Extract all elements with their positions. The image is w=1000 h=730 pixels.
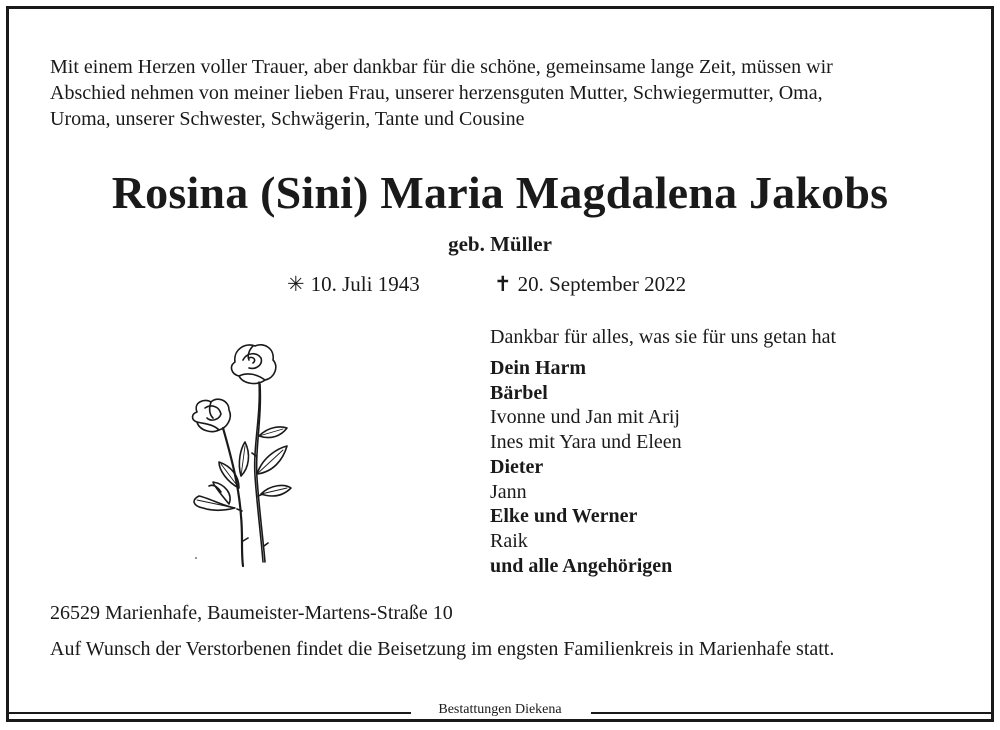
signer-name: Ivonne und Jan mit Arij xyxy=(490,406,680,429)
signer-name: Elke und Werner xyxy=(490,505,638,528)
intro-line: Abschied nehmen von meiner lieben Frau, unserer herzensguten Mutter, Schwiegermutter, Oma, xyxy=(50,82,823,104)
death-date-line xyxy=(494,272,686,297)
signer-name: Dieter xyxy=(490,455,544,478)
signer-name: Raik xyxy=(490,529,528,552)
signer-name: und alle Angehörigen xyxy=(490,554,673,577)
address: 26529 Marienhafe, Baumeister-Martens-Straße 10 xyxy=(50,602,453,624)
signer-name: Jann xyxy=(490,480,527,503)
death-date: 20. September 2022 xyxy=(517,272,687,296)
signers-list xyxy=(490,356,682,578)
signer-name: Dein Harm xyxy=(490,357,587,379)
birth-date-line xyxy=(287,272,420,297)
intro-text xyxy=(50,54,950,132)
birth-name: geb. Müller xyxy=(448,232,552,256)
funeral-home-credit: Bestattungen Diekena xyxy=(438,702,562,717)
burial-notice: Auf Wunsch der Verstorbenen findet die Beisetzung im engsten Familienkreis in Marienhafe statt. xyxy=(50,638,835,660)
signer-name: Bärbel xyxy=(490,381,548,404)
signer-name: Ines mit Yara und Eleen xyxy=(490,431,682,454)
intro-line: Uroma, unserer Schwester, Schwägerin, Tante und Cousine xyxy=(50,108,525,130)
birth-date: 10. Juli 1943 xyxy=(310,272,420,296)
thanks-line: Dankbar für alles, was sie für uns getan hat xyxy=(490,326,836,348)
rose-icon xyxy=(183,336,295,572)
intro-line: Mit einem Herzen voller Trauer, aber dankbar für die schöne, gemeinsame lange Zeit, müssen wir xyxy=(50,56,833,78)
birth-star-icon: ✳ xyxy=(287,272,305,296)
deceased-name: Rosina (Sini) Maria Magdalena Jakobs xyxy=(111,167,889,218)
cross-icon: ✝ xyxy=(494,272,512,296)
